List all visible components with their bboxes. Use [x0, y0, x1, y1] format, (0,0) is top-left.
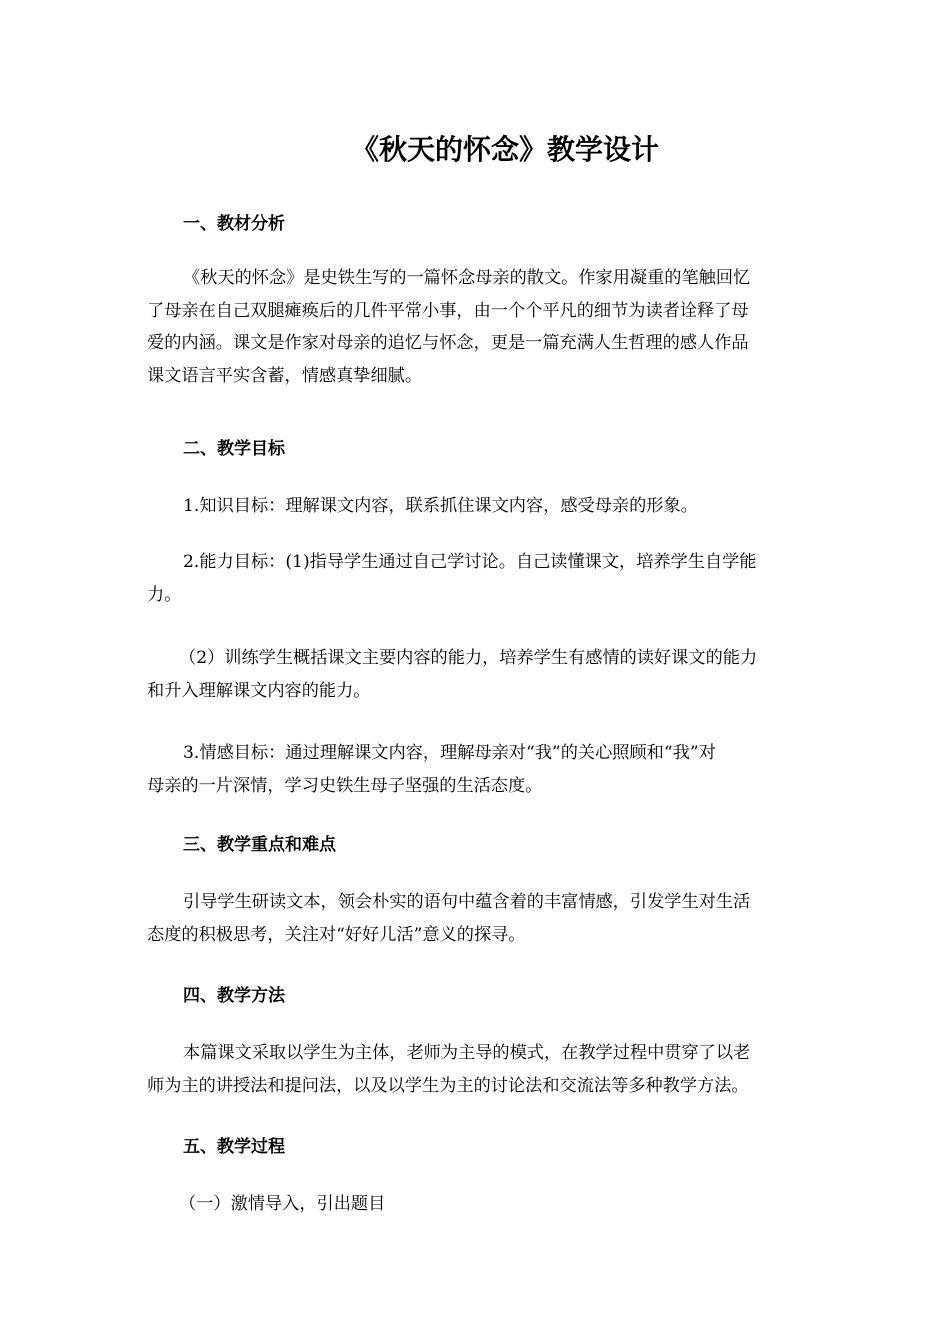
paragraph-analysis	[147, 262, 812, 392]
paragraph-line: 态度的积极思考，关注对“好好儿活”意义的探寻。	[147, 924, 526, 945]
paragraph-line: 《秋天的怀念》是史铁生写的一篇怀念母亲的散文。作家用凝重的笔触回忆	[183, 268, 751, 288]
paragraph-goal-ability-2	[147, 642, 812, 707]
paragraph-line: 引导学生研读文本，领会朴实的语句中蕴含着的丰富情感，引发学生对生活	[183, 892, 751, 912]
paragraph-line: 母亲的一片深情，学习史铁生母子坚强的生活态度。	[147, 775, 543, 796]
paragraph-line: 2.能力目标：(1)指导学生通过自己学讨论。自己读懂课文，培养学生自学能	[183, 552, 757, 572]
paragraph-line: 师为主的讲授法和提问法，以及以学生为主的讨论法和交流法等多种教学方法。	[147, 1075, 749, 1096]
section-heading-process: 五、教学过程	[183, 1137, 285, 1157]
section-heading-keypoints: 三、教学重点和难点	[183, 835, 336, 855]
paragraph-methods	[147, 1037, 812, 1102]
paragraph-line: 和升入理解课文内容的能力。	[147, 680, 371, 701]
paragraph-line: 本篇课文采取以学生为主体，老师为主导的模式，在教学过程中贯穿了以老	[183, 1043, 751, 1063]
paragraph-line: （2）训练学生概括课文主要内容的能力，培养学生有感情的读好课文的能力	[179, 648, 758, 668]
paragraph-goal-ability	[147, 546, 812, 611]
paragraph-line: 力。	[147, 584, 182, 605]
section-heading-methods: 四、教学方法	[183, 986, 285, 1006]
paragraph-line: 了母亲在自己双腿瘫痪后的几件平常小事，由一个个平凡的细节为读者诠释了母	[147, 300, 749, 321]
section-heading-analysis: 一、教材分析	[183, 214, 285, 234]
paragraph-line: 1.知识目标：理解课文内容，联系抓住课文内容，感受母亲的形象。	[183, 496, 698, 516]
paragraph-goal-knowledge	[147, 490, 812, 523]
paragraph-line: 3.情感目标：通过理解课文内容，理解母亲对“我”的关心照顾和“我”对	[183, 743, 716, 763]
paragraph-line: 爱的内涵。课文是作家对母亲的追忆与怀念，更是一篇充满人生哲理的感人作品	[147, 333, 749, 353]
paragraph-line: 课文语言平实含蓄，情感真挚细腻。	[147, 365, 423, 386]
paragraph-process-step-1	[147, 1188, 812, 1221]
document-title: 《秋天的怀念》教学设计	[350, 133, 659, 166]
paragraph-goal-emotion	[147, 737, 812, 802]
paragraph-line: （一）激情导入，引出题目	[179, 1194, 386, 1214]
paragraph-keypoints	[147, 886, 812, 951]
section-heading-goals: 二、教学目标	[183, 439, 285, 459]
